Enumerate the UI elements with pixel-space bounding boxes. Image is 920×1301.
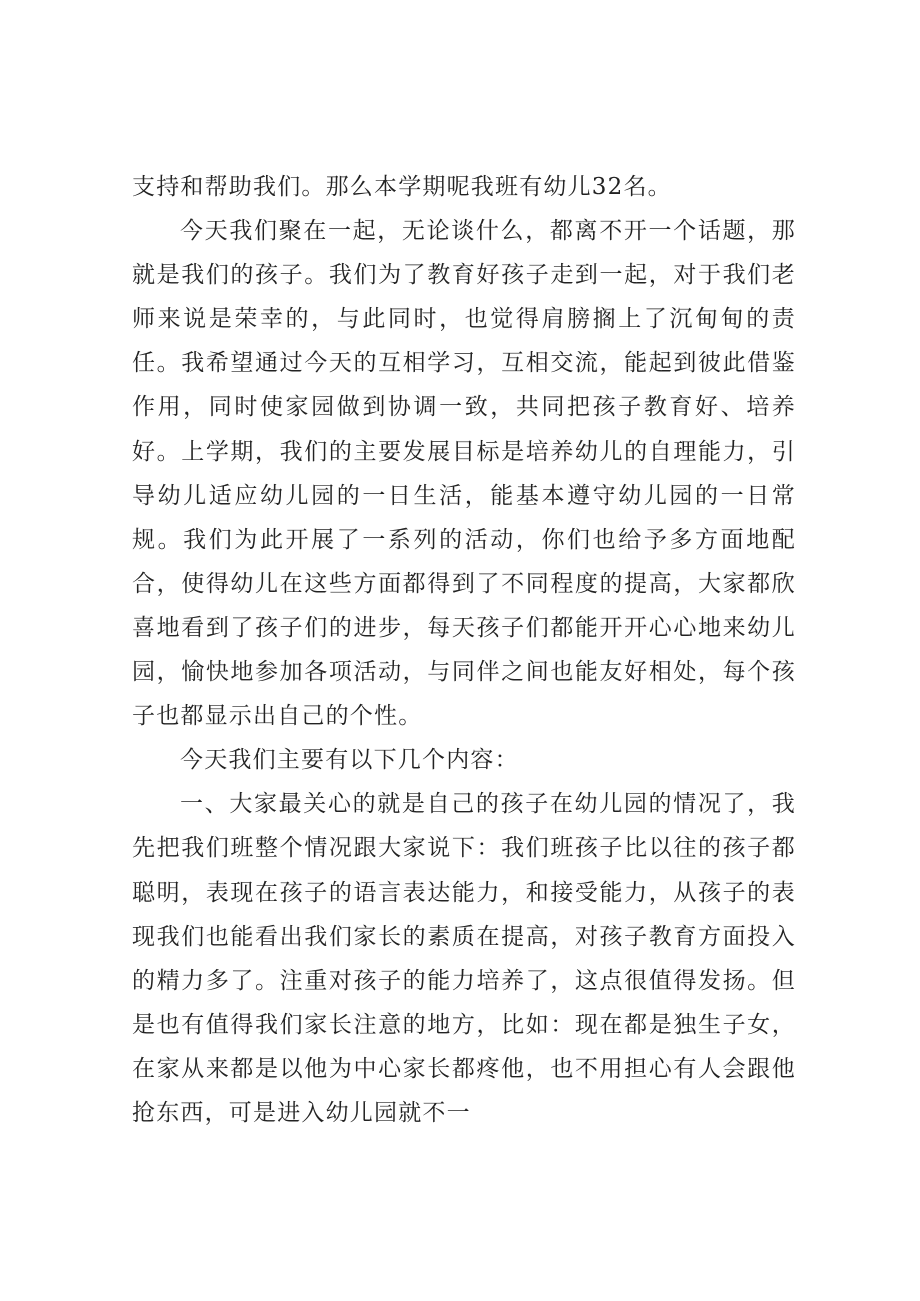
paragraph-2: 今天我们聚在一起，无论谈什么，都离不开一个话题，那就是我们的孩子。我们为了教育好孩子走到一起，对于我们老师来说是荣幸的，与此同时，也觉得肩膀搁上了沉甸甸的责任。我希望通过今天的互相学习，互相交流，能起到彼此借鉴作用，同时使家园做到协调一致，共同把孩子教育好、培养好。上学期，我们的主要发展目标是培养幼儿的自理能力，引导幼儿适应幼儿园的一日生活，能基本遵守幼儿园的一日常规。我们为此开展了一系列的活动，你们也给予多方面地配合，使得幼儿在这些方面都得到了不同程度的提高，大家都欣喜地看到了孩子们的进步，每天孩子们都能开开心心地来幼儿园，愉快地参加各项活动，与同伴之间也能友好相处，每个孩子也都显示出自己的个性。 [132, 218, 796, 730]
paragraph-4: 一、大家最关心的就是自己的孩子在幼儿园的情况了，我先把我们班整个情况跟大家说下：我们班孩子比以往的孩子都聪明，表现在孩子的语言表达能力，和接受能力，从孩子的表现我们也能看出我们家长的素质在提高，对孩子教育方面投入的精力多了。注重对孩子的能力培养了，这点很值得发扬。但是也有值得我们家长注意的地方，比如：现在都是独生子女，在家从来都是以他为中心家长都疼他，也不用担心有人会跟他抢东西，可是进入幼儿园就不一 [132, 791, 796, 1126]
paragraph-1: 支持和帮助我们。那么本学期呢我班有幼儿32名。 [132, 174, 672, 200]
paragraph-3: 今天我们主要有以下几个内容： [180, 747, 519, 774]
document-body [132, 165, 796, 1135]
